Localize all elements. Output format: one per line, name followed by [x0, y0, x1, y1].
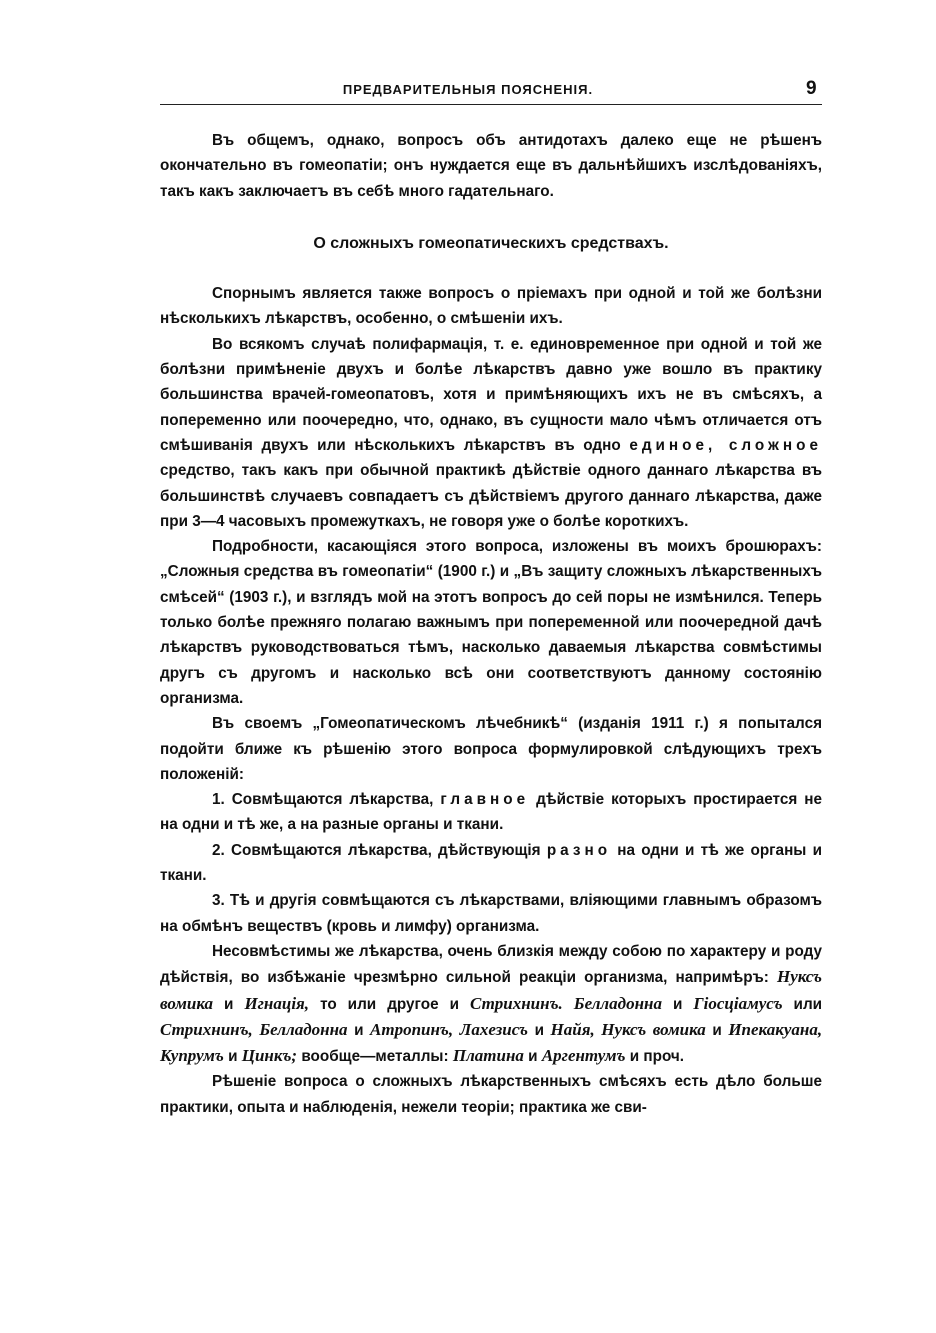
p5-text: и [712, 1021, 722, 1039]
paragraph-1: Спорнымъ является также вопросъ о пріемахъ при одной и той же болѣзни нѣсколькихъ лѣкарствъ, особенно, о смѣшеніи ихъ. [160, 285, 822, 328]
header-rule [160, 104, 822, 105]
drug-name: Цинкъ; [241, 1046, 298, 1066]
paragraph-2 [160, 332, 822, 534]
paragraph-3: Подробности, касающіяся этого вопроса, изложены въ моихъ брошюрахъ: „Сложныя средства въ гомеопатіи“ (1900 г.) и „Въ защиту сложныхъ лѣкарственныхъ смѣсей“ (1903 г.), и взглядъ мой на этотъ вопросъ до сей поры не измѣнился. Теперь только болѣе прежняго полагаю важнымъ при попеременной или поочередной дачѣ лѣкарствъ руководствоваться тѣмъ, насколько даваемыя лѣкарства совмѣстимы другъ съ другомъ и насколько всѣ они соответствуютъ данному состоянію организма. [160, 538, 822, 707]
intro-paragraph: Въ общемъ, однако, вопросъ объ антидотахъ далеко еще не рѣшенъ окончательно въ гомеопатіи; онъ нуждается еще въ дальнѣйшихъ изслѣдованіяхъ, такъ какъ заключаетъ въ себѣ много гадательнаго. [160, 132, 822, 200]
p5-text: Несовмѣстимы же лѣкарства, очень близкія между собою по характеру и роду дѣйствія, во избѣжаніе чрезмѣрно сильной реакціи организма, напримѣръ: [160, 942, 822, 987]
paragraph-2-text-b: средство, такъ какъ при обычной практикѣ дѣйствіе одного даннаго лѣкарства въ большинствѣ случаевъ совпадаетъ съ дѣйствіемъ другого даннаго лѣкарства, даже при 3—4 часовыхъ промежуткахъ, не говоря уже о болѣе короткихъ. [160, 462, 822, 530]
drug-name: Стрихнинъ, Белладонна [160, 1019, 348, 1039]
list-item-2-text-a: 2. Совмѣщаются лѣкарства, дѣйствующія [212, 841, 541, 859]
drug-name: Нуксъ вомика [160, 967, 823, 1013]
p5-text: и [224, 995, 234, 1013]
p5-text: то или другое и [320, 995, 459, 1013]
list-item-1-text-b: дѣйствіе которыхъ простирается не на одни и тѣ же, а на разные органы и ткани. [160, 791, 823, 834]
paragraph-6: Рѣшеніе вопроса о сложныхъ лѣкарственныхъ смѣсяхъ есть дѣло больше практики, опыта и наблюденія, нежели теоріи; практика же сви- [160, 1073, 822, 1116]
p5-text: и проч. [629, 1048, 685, 1066]
page-number: 9 [806, 78, 817, 99]
p5-text: и [228, 1048, 238, 1066]
list-item-2 [160, 838, 822, 889]
section-heading: О сложныхъ гомеопатическихъ средствахъ. [313, 234, 669, 252]
p5-text: и [354, 1021, 364, 1039]
p5-text: и [672, 995, 683, 1013]
body-text [160, 128, 822, 1120]
p5-text: или [793, 995, 823, 1013]
p5-text: и [528, 1048, 538, 1066]
drug-name: Игнація, [244, 993, 310, 1013]
running-head-title: ПРЕДВАРИТЕЛЬНЫЯ ПОЯСНЕНІЯ. [342, 82, 594, 97]
list-item-1-text-a: 1. Совмѣщаются лѣкарства, [212, 791, 434, 809]
list-item-2-spaced: разно [546, 841, 612, 859]
list-item-3: 3. Тѣ и другія совмѣщаются съ лѣкарствами, вліяющими главнымъ образомъ на обмѣнъ веществъ (кровь и лимфу) организма. [160, 892, 822, 935]
drug-name: Ипекакуана, Купрумъ [160, 1019, 823, 1066]
list-item-2-text-b: на одни и тѣ же органы и ткани. [160, 841, 823, 885]
drug-name: Атропинъ, Лахезисъ [370, 1019, 529, 1039]
paragraph-2-spaced: единое, сложное [629, 436, 822, 454]
paragraph-2-text-a: Во всякомъ случаѣ полифармація, т. е. единовременное при одной и той же болѣзни примѣненіе двухъ и болѣе лѣкарствъ давно уже вошло въ практику большинства врачей-гомеопатовъ, хотя и примѣняющихъ ихъ не въ смѣсяхъ, а попеременно или поочередно, что, однако, въ сущности мало чѣмъ отличается отъ смѣшиванія двухъ или нѣсколькихъ лѣкарствъ въ одно [160, 335, 822, 454]
drug-name: Платина [452, 1046, 524, 1066]
p5-text: вообще—металлы: [301, 1048, 449, 1066]
list-item-1-spaced: главное [440, 791, 530, 809]
paragraph-4: Въ своемъ „Гомеопатическомъ лѣчебникѣ“ (изданія 1911 г.) я попытался подойти ближе къ рѣшенію этого вопроса формулировкой слѣдующихъ трехъ положеній: [160, 715, 822, 783]
drug-name: Найя, Нуксъ вомика [550, 1019, 706, 1039]
list-item-1 [160, 787, 822, 838]
p5-text: и [534, 1021, 544, 1039]
running-head [0, 78, 936, 102]
drug-name: Аргентумъ [541, 1046, 626, 1066]
paragraph-5 [160, 939, 822, 1069]
drug-name: Гіосціамусъ [693, 993, 783, 1013]
drug-name: Стрихнинъ. Белладонна [469, 993, 662, 1013]
